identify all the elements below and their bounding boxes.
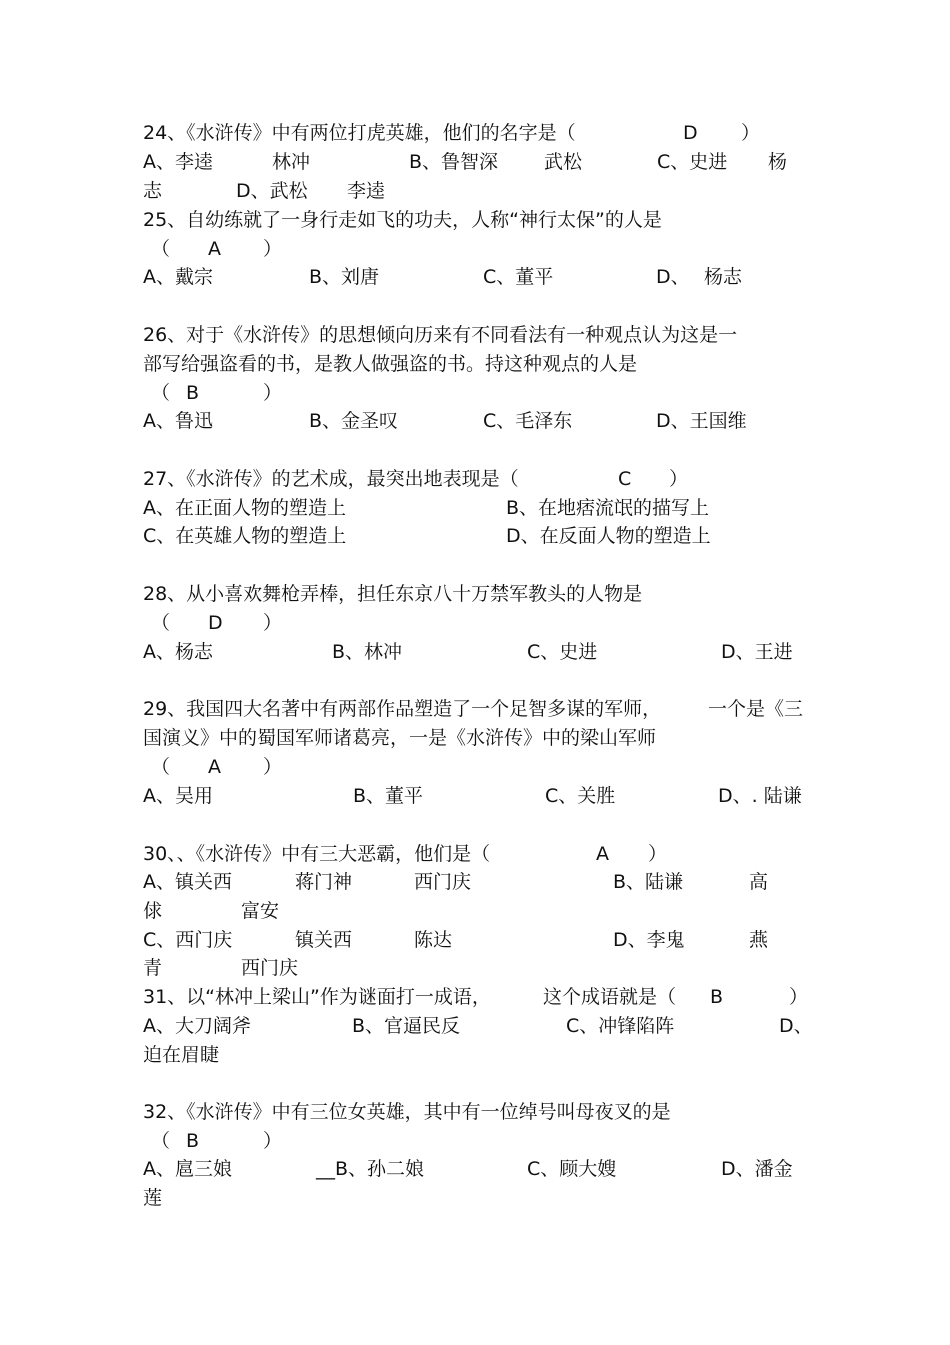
answer-letter: A [208, 756, 221, 778]
option-text: C、关胜 [545, 785, 616, 807]
option-text: 杨志 [704, 266, 743, 288]
question-stem: ） [669, 468, 689, 490]
option-text: D、王国维 [656, 410, 747, 432]
question-stem: 一个是《三 [708, 698, 804, 720]
answer-letter: B [710, 986, 724, 1008]
question-stem: ） [263, 1130, 283, 1152]
option-text: C、西门庆 [143, 929, 233, 951]
question-stem: ） [789, 986, 809, 1008]
question-stem: （ [151, 1130, 171, 1152]
option-text: 蒋门神 [295, 871, 353, 893]
option-text: D、武松 [236, 180, 308, 202]
answer-letter: D [208, 612, 223, 634]
question-stem: ） [263, 238, 283, 260]
option-text: C、董平 [483, 266, 554, 288]
option-text: D、 [779, 1015, 813, 1037]
option-text: D、王进 [721, 641, 793, 663]
answer-letter: B [186, 1130, 200, 1152]
question-stem: 25、自幼练就了一身行走如飞的功夫，人称“神行太保”的人是 [143, 209, 662, 231]
option-text: A、鲁迅 [143, 410, 213, 432]
option-text: B、林冲 [332, 641, 403, 663]
option-text: 志 [143, 180, 163, 202]
option-text: C、史进 [657, 151, 728, 173]
answer-letter: D [683, 122, 698, 144]
option-text: 李逵 [347, 180, 386, 202]
question-stem: （ [151, 756, 171, 778]
question-stem: ） [263, 382, 283, 404]
question-stem: （ [151, 238, 171, 260]
option-text: D、潘金 [721, 1158, 793, 1180]
option-text: 杨 [768, 151, 788, 173]
question-stem: （ [151, 382, 171, 404]
option-text: A、在正面人物的塑造上 [143, 497, 346, 519]
option-text: A、吴用 [143, 785, 213, 807]
option-text: C、在英雄人物的塑造上 [143, 525, 347, 547]
option-text: A、镇关西 [143, 871, 232, 893]
option-text: 迫在眉睫 [143, 1044, 220, 1066]
option-text: 青 [143, 957, 163, 979]
question-stem: 30、、《水浒传》中有三大恶霸，他们是（ [143, 843, 491, 865]
option-text: B、董平 [353, 785, 424, 807]
question-stem: 27、《水浒传》的艺术成，最突出地表现是（ [143, 468, 519, 490]
option-text: 高 [749, 871, 769, 893]
question-stem: 32、《水浒传》中有三位女英雄，其中有一位绰号叫母夜叉的是 [143, 1101, 671, 1123]
option-text: C、冲锋陷阵 [566, 1015, 675, 1037]
option-text: A、杨志 [143, 641, 213, 663]
option-text: 西门庆 [414, 871, 472, 893]
question-stem: 国演义》中的蜀国军师诸葛亮，一是《水浒传》中的梁山军师 [143, 727, 657, 749]
option-text: 武松 [544, 151, 583, 173]
option-text: 陈达 [414, 929, 453, 951]
option-text: B、刘唐 [309, 266, 380, 288]
option-text: 莲 [143, 1187, 163, 1209]
option-text: C、史进 [527, 641, 598, 663]
option-text: 俅 [143, 900, 163, 922]
question-stem: 29、我国四大名著中有两部作品塑造了一个足智多谋的军师， [143, 698, 662, 720]
option-text: D、李鬼 [613, 929, 685, 951]
question-stem: 31、以“林冲上梁山”作为谜面打一成语， [143, 986, 491, 1008]
option-text: A、扈三娘 [143, 1158, 232, 1180]
answer-letter: A [596, 843, 609, 865]
option-text: A、戴宗 [143, 266, 213, 288]
question-stem: 28、从小喜欢舞枪弄棒，担任东京八十万禁军教头的人物是 [143, 583, 643, 605]
option-text: A、李逵 [143, 151, 213, 173]
option-text: B、陆谦 [613, 871, 684, 893]
option-text: C、毛泽东 [483, 410, 573, 432]
question-stem: 部写给强盗看的书，是教人做强盗的书。持这种观点的人是 [143, 353, 638, 375]
answer-letter: C [618, 468, 632, 490]
option-text: B、官逼民反 [352, 1015, 461, 1037]
question-stem: 这个成语就是（ [543, 986, 677, 1008]
option-text: B、金圣叹 [309, 410, 399, 432]
question-stem: ） [263, 756, 283, 778]
question-stem: ） [648, 843, 668, 865]
option-text: B、在地痞流氓的描写上 [506, 497, 710, 519]
option-text: 西门庆 [241, 957, 299, 979]
question-stem: （ [151, 612, 171, 634]
option-text: __B、孙二娘 [316, 1158, 425, 1180]
answer-letter: A [208, 238, 221, 260]
option-text: 燕 [749, 929, 769, 951]
option-text: 富安 [241, 900, 280, 922]
option-text: C、顾大嫂 [527, 1158, 617, 1180]
option-text: D、 [656, 266, 690, 288]
option-text: D、. 陆谦 [718, 785, 802, 807]
option-text: D、在反面人物的塑造上 [506, 525, 711, 547]
option-text: 林冲 [272, 151, 311, 173]
answer-letter: B [186, 382, 200, 404]
option-text: 镇关西 [295, 929, 353, 951]
option-text: A、大刀阔斧 [143, 1015, 251, 1037]
option-text: B、鲁智深 [409, 151, 499, 173]
question-stem: ） [741, 122, 761, 144]
question-stem: 24、《水浒传》中有两位打虎英雄，他们的名字是（ [143, 122, 576, 144]
question-stem: 26、对于《水浒传》的思想倾向历来有不同看法有一种观点认为这是一 [143, 324, 738, 346]
question-stem: ） [263, 612, 283, 634]
